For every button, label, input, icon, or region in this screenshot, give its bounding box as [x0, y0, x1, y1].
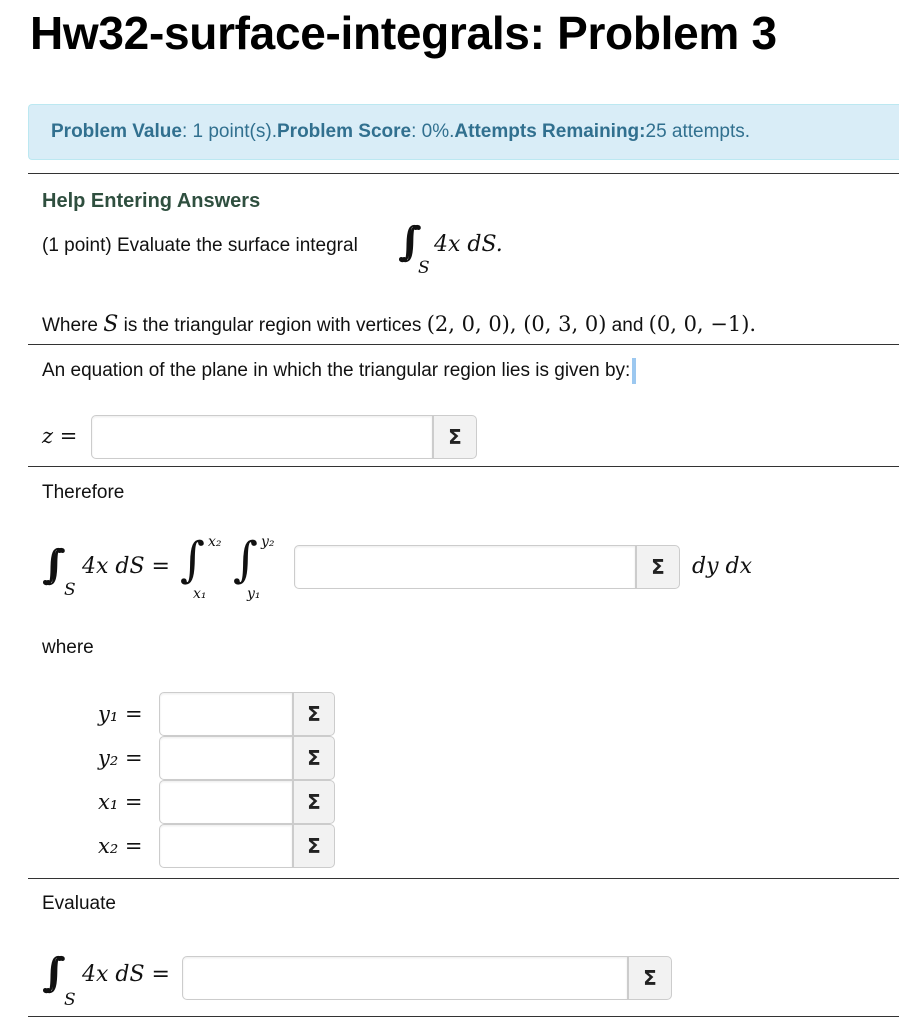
attempts-label: Attempts Remaining:	[454, 121, 646, 142]
problem-info-banner	[28, 104, 899, 160]
equation-editor-button[interactable]: Σ	[293, 736, 335, 780]
bound-label-x1: x₁ =	[98, 790, 143, 814]
plane-prompt-text: An equation of the plane in which the triangular region lies is given by:	[42, 360, 631, 382]
plane-prompt	[42, 358, 636, 384]
evaluate-label: Evaluate	[42, 893, 116, 914]
vertices: (2, 0, 0), (0, 3, 0)	[426, 312, 607, 336]
inner-lower-limit: y₁	[247, 586, 261, 602]
integrand-input[interactable]	[294, 545, 636, 589]
equation-editor-button[interactable]: Σ	[293, 692, 335, 736]
text-cursor	[632, 358, 636, 384]
integral-region-sub: S	[418, 258, 430, 278]
where-mid: is the triangular region with vertices	[118, 315, 427, 336]
final-region-sub: S	[64, 990, 76, 1010]
equation-editor-button[interactable]: Σ	[433, 415, 477, 459]
outer-integral-symbol: ∫	[180, 532, 188, 588]
lhs-region-sub: S	[64, 580, 76, 600]
bound-input-x1[interactable]	[159, 780, 293, 824]
attempts-text: 25 attempts.	[645, 121, 751, 142]
equation-editor-button[interactable]: Σ	[293, 824, 335, 868]
outer-lower-limit: x₁	[193, 586, 207, 602]
problem-score-text: : 0%.	[411, 121, 455, 142]
where-pre: Where	[42, 315, 104, 336]
bound-input-y1[interactable]	[159, 692, 293, 736]
integrand: 4x dS.	[434, 232, 503, 257]
final-integrand: 4x dS =	[82, 962, 170, 987]
divider	[28, 466, 899, 467]
equation-editor-button[interactable]: Σ	[628, 956, 672, 1000]
lhs-integrand: 4x dS =	[82, 554, 170, 579]
therefore-label: Therefore	[42, 482, 125, 503]
bound-input-x2[interactable]	[159, 824, 293, 868]
double-integral-symbol: ∫∫	[42, 542, 48, 588]
inner-integral-symbol: ∫	[233, 532, 241, 588]
double-integral-symbol: ∫∫	[398, 219, 404, 265]
divider	[28, 878, 899, 879]
page-title: Hw32-surface-integrals: Problem 3	[30, 7, 777, 59]
bound-label-y2: y₂ =	[98, 746, 143, 770]
bound-label-y1: y₁ =	[98, 702, 143, 726]
plane-input[interactable]	[91, 415, 433, 459]
equation-editor-button[interactable]: Σ	[636, 545, 680, 589]
final-answer-input[interactable]	[182, 956, 628, 1000]
inner-upper-limit: y₂	[261, 534, 275, 550]
plane-label: z =	[42, 424, 78, 448]
bound-label-x2: x₂ =	[98, 834, 143, 858]
bound-input-y2[interactable]	[159, 736, 293, 780]
where-label: where	[42, 637, 94, 658]
problem-score-label: Problem Score	[277, 121, 412, 142]
region-description	[42, 312, 756, 337]
divider	[28, 173, 899, 174]
region-variable: S	[103, 312, 119, 337]
outer-upper-limit: x₂	[208, 534, 222, 550]
differentials: dy dx	[692, 554, 752, 579]
problem-value-label: Problem Value	[51, 121, 182, 142]
divider	[28, 1016, 899, 1017]
vertex-3: (0, 0, −1).	[648, 312, 757, 336]
double-integral-symbol: ∫∫	[42, 950, 48, 996]
where-and: and	[606, 315, 649, 336]
divider	[28, 344, 899, 345]
problem-intro: (1 point) Evaluate the surface integral	[42, 235, 358, 256]
help-entering-answers-link[interactable]: Help Entering Answers	[42, 190, 261, 212]
equation-editor-button[interactable]: Σ	[293, 780, 335, 824]
problem-value-text: : 1 point(s).	[181, 121, 277, 142]
